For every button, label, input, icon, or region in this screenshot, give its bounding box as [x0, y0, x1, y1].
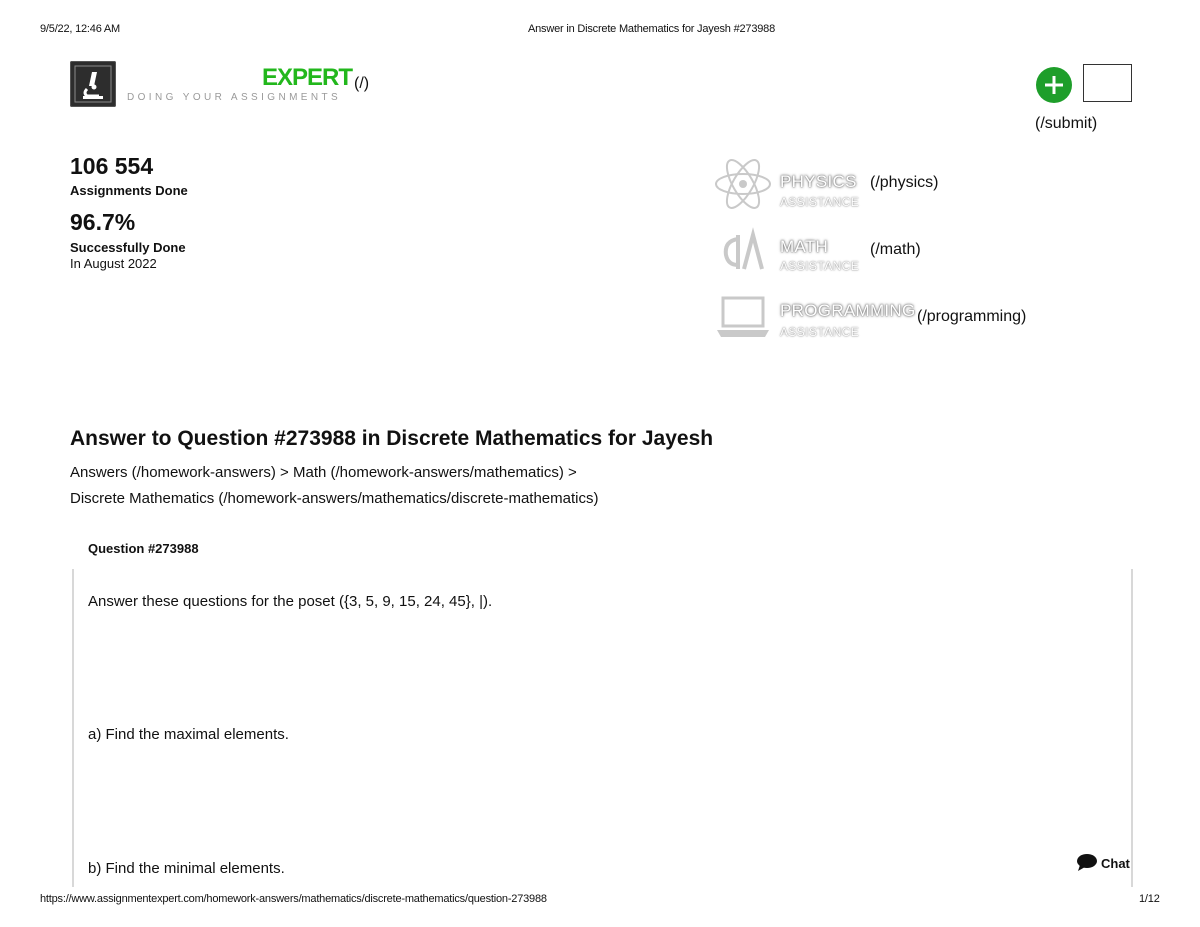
assignments-count-label: Assignments Done: [70, 183, 188, 198]
print-title: Answer in Discrete Mathematics for Jayesh #273988: [528, 23, 775, 35]
subject-programming-assist: ASSISTANCE: [780, 325, 860, 339]
chat-label: Chat: [1101, 856, 1130, 871]
assignments-count: 106 554: [70, 153, 154, 179]
subject-physics[interactable]: [712, 153, 774, 220]
breadcrumb-discrete-mathematics[interactable]: Discrete Mathematics (/homework-answers/mathematics/discrete-mathematics): [70, 490, 599, 507]
subject-physics-link[interactable]: (/physics): [870, 174, 939, 191]
question-border-right: [1131, 569, 1133, 887]
plus-circle-icon: [1036, 67, 1072, 103]
subject-programming-name: PROGRAMMING: [780, 301, 916, 320]
print-date: 9/5/22, 12:46 AM: [40, 23, 120, 35]
success-rate: 96.7%: [70, 209, 136, 235]
logo-brand[interactable]: EXPERT: [262, 64, 353, 91]
laptop-icon: [714, 294, 772, 342]
microscope-icon: [70, 61, 116, 107]
logo-tagline: DOING YOUR ASSIGNMENTS: [127, 92, 342, 103]
subject-physics-assist: ASSISTANCE: [780, 195, 860, 209]
success-rate-period: In August 2022: [70, 256, 157, 271]
subject-physics-name: PHYSICS: [780, 172, 857, 191]
breadcrumb[interactable]: Answers (/homework-answers) > Math (/homework-answers/mathematics) >: [70, 464, 577, 481]
add-button[interactable]: [1036, 67, 1072, 103]
success-rate-label: Successfully Done: [70, 240, 186, 255]
question-text: Answer these questions for the poset ({3, 5, 9, 15, 24, 45}, |).: [88, 593, 493, 610]
question-part-b: b) Find the minimal elements.: [88, 860, 285, 877]
subject-programming[interactable]: [714, 294, 772, 347]
print-page-number: 1/12: [1139, 893, 1160, 905]
math-symbol-icon: [718, 227, 770, 277]
subject-programming-link[interactable]: (/programming): [917, 308, 1027, 325]
question-label: Question #273988: [88, 541, 199, 556]
submit-link[interactable]: (/submit): [1035, 115, 1098, 132]
search-box[interactable]: [1083, 64, 1132, 102]
logo[interactable]: [70, 61, 116, 107]
logo-link[interactable]: (/): [354, 75, 370, 92]
page-title: Answer to Question #273988 in Discrete Mathematics for Jayesh: [70, 427, 714, 450]
chat-bubble-icon: [1076, 853, 1098, 871]
subject-math-assist: ASSISTANCE: [780, 259, 860, 273]
subject-math-name: MATH: [780, 237, 829, 256]
atom-icon: [712, 153, 774, 215]
question-part-a: a) Find the maximal elements.: [88, 726, 289, 743]
chat-button[interactable]: [1076, 853, 1130, 871]
question-border-left: [72, 569, 74, 887]
subject-math[interactable]: [718, 227, 770, 282]
print-url: https://www.assignmentexpert.com/homework-answers/mathematics/discrete-mathematics/question-273988: [40, 893, 547, 905]
subject-math-link[interactable]: (/math): [870, 241, 921, 258]
